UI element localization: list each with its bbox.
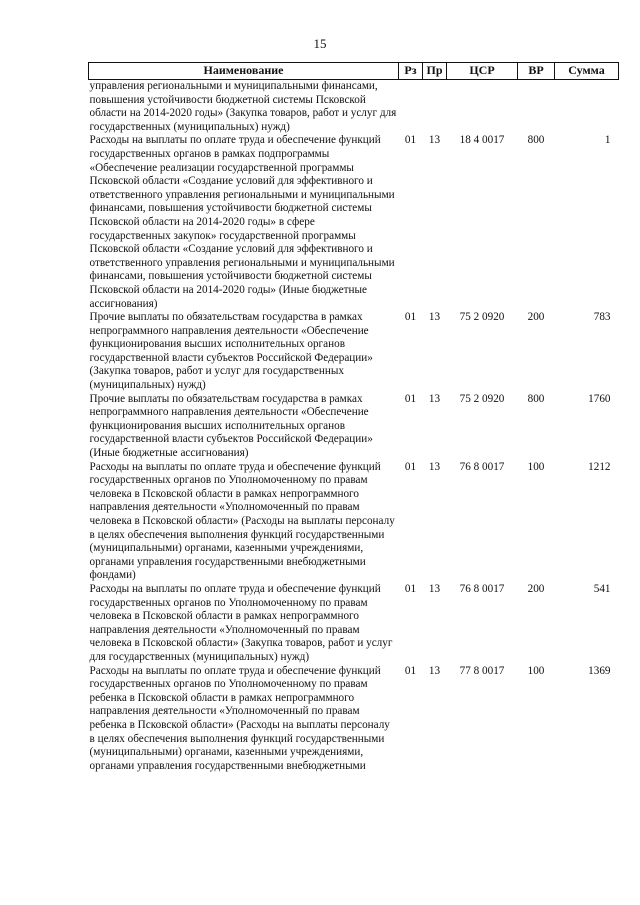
row-csr: 75 2 0920 xyxy=(459,311,505,324)
row-csr: 75 2 0920 xyxy=(459,392,505,405)
row-csr: 77 8 0017 xyxy=(459,664,505,677)
row-rz: 01 xyxy=(404,392,417,405)
row-sum: 783 xyxy=(593,311,611,324)
page-number: 15 xyxy=(313,36,327,51)
table-row-continuation xyxy=(89,80,619,135)
row-sum: 1 xyxy=(604,134,611,147)
row-pr: 13 xyxy=(428,311,441,324)
row-vr: 200 xyxy=(527,582,545,595)
row-rz: 01 xyxy=(404,664,417,677)
continuation-text: управления региональными и муниципальными финансами, повышения устойчивости бюджетной системы Псковской области на 2014-2020 годы» (Закупка товаров, работ и услуг для государственных (муниципальных) нужд) xyxy=(89,80,397,133)
row-csr: 76 8 0017 xyxy=(459,460,505,473)
column-header-pr: Пр xyxy=(423,63,447,80)
row-name: Расходы на выплаты по оплате труда и обеспечение функций государственных органов в рамках подпрограммы «Обеспечение реализации государственной программы Псковской области «Создание условий для эффективного и ответственного управления региональными и муниципальными финансами, повышения устойчивости бюджетной системы Псковской области на 2014-2020 годы» в сфере государственных закупок» государственной программы Псковской области «Создание условий для эффективного и ответственного управления региональными и муниципальными финансами, повышения устойчивости бюджетной системы Псковской области на 2014-2020 годы» (Иные бюджетные ассигнования) xyxy=(89,134,395,310)
row-pr: 13 xyxy=(428,460,441,473)
table-row xyxy=(89,665,619,774)
row-sum: 1760 xyxy=(588,392,611,405)
row-name: Прочие выплаты по обязательствам государства в рамках непрограммного направления деятельности «Обеспечение функционирования высших исполнительных органов государственной власти субъектов Российской Федерации» (Иные бюджетные ассигнования) xyxy=(89,392,373,460)
row-csr: 76 8 0017 xyxy=(459,582,505,595)
row-name: Прочие выплаты по обязательствам государства в рамках непрограммного направления деятельности «Обеспечение функционирования высших исполнительных органов государственной власти субъектов Российской Федерации» (Закупка товаров, работ и услуг для государственных (муниципальных) нужд) xyxy=(89,311,373,392)
row-vr: 100 xyxy=(527,664,545,677)
row-sum: 541 xyxy=(593,582,611,595)
row-pr: 13 xyxy=(428,392,441,405)
row-rz: 01 xyxy=(404,460,417,473)
table-row xyxy=(89,461,619,583)
row-vr: 100 xyxy=(527,460,545,473)
table-header xyxy=(89,63,619,80)
row-csr: 18 4 0017 xyxy=(459,134,505,147)
row-name: Расходы на выплаты по оплате труда и обеспечение функций государственных органов по Уполномоченному по правам человека в Псковской области в рамках непрограммного направления деятельности «Уполномоченный по правам человека в Псковской области» (Закупка товаров, работ и услуг для государственных (муниципальных) нужд) xyxy=(89,582,393,663)
column-header-name: Наименование xyxy=(89,63,399,80)
row-name: Расходы на выплаты по оплате труда и обеспечение функций государственных органов по Уполномоченному по правам ребенка в Псковской области в рамках непрограммного направления деятельности «Уполномоченный по правам ребенка в Псковской области» (Расходы на выплаты персоналу в целях обеспечения выполнения функций государственными (муниципальными) органами, казенными учреждениями, органами управления государственными внебюджетными xyxy=(89,664,390,772)
row-rz: 01 xyxy=(404,311,417,324)
column-header-sum: Сумма xyxy=(555,63,619,80)
column-header-csr: ЦСР xyxy=(447,63,518,80)
row-rz: 01 xyxy=(404,134,417,147)
row-pr: 13 xyxy=(428,134,441,147)
row-pr: 13 xyxy=(428,664,441,677)
row-vr: 800 xyxy=(527,134,545,147)
row-pr: 13 xyxy=(428,582,441,595)
row-vr: 200 xyxy=(527,311,545,324)
row-sum: 1369 xyxy=(588,664,611,677)
table-row xyxy=(89,583,619,665)
budget-table-container xyxy=(88,62,618,773)
row-sum: 1212 xyxy=(588,460,611,473)
budget-table xyxy=(88,62,619,773)
table-row xyxy=(89,393,619,461)
row-name: Расходы на выплаты по оплате труда и обеспечение функций государственных органов по Уполномоченному по правам человека в Псковской области в рамках непрограммного направления деятельности «Уполномоченный по правам человека в Псковской области» (Расходы на выплаты персоналу в целях обеспечения выполнения функций государственными (муниципальными) органами, казенными учреждениями, органами управления государственными внебюджетными фондами) xyxy=(89,460,395,582)
table-row xyxy=(89,311,619,393)
column-header-rz: Рз xyxy=(399,63,423,80)
table-row xyxy=(89,134,619,311)
row-vr: 800 xyxy=(527,392,545,405)
column-header-vr: ВР xyxy=(518,63,555,80)
row-rz: 01 xyxy=(404,582,417,595)
